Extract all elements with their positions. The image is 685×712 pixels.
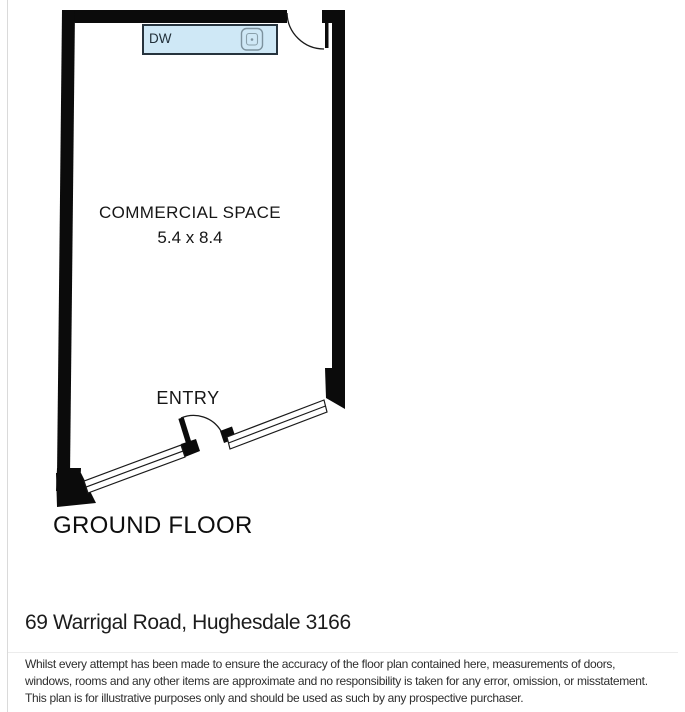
floor-title: GROUND FLOOR [53, 512, 253, 539]
wall-right-bottom-block [325, 368, 345, 409]
windows [84, 400, 327, 493]
disclaimer-text [25, 656, 685, 707]
divider-line [8, 652, 678, 653]
wall-top [62, 10, 287, 23]
window-right-midline [229, 406, 326, 443]
window-left-midline [86, 451, 183, 487]
disclaimer-line: This plan is for illustrative purposes only and should be used as such by any prospective purchaser. [25, 691, 524, 705]
room-dimensions-label: 5.4 x 8.4 [157, 228, 223, 247]
address-text: 69 Warrigal Road, Hughesdale 3166 [25, 611, 351, 634]
disclaimer-line: Whilst every attempt has been made to ensure the accuracy of the floor plan contained here, measurements of doors, [25, 657, 616, 671]
entry-label: ENTRY [156, 388, 220, 408]
walls [56, 10, 345, 507]
wall-right [332, 10, 345, 368]
room-label: COMMERCIAL SPACE [98, 203, 282, 222]
disclaimer-line: windows, rooms and any other items are approximate and no responsibility is taken for any error, omission, or misstatement. [25, 674, 648, 688]
door-jamb-right [325, 20, 329, 48]
top-door-arc [287, 13, 324, 49]
dishwasher-label: DW [149, 31, 172, 46]
